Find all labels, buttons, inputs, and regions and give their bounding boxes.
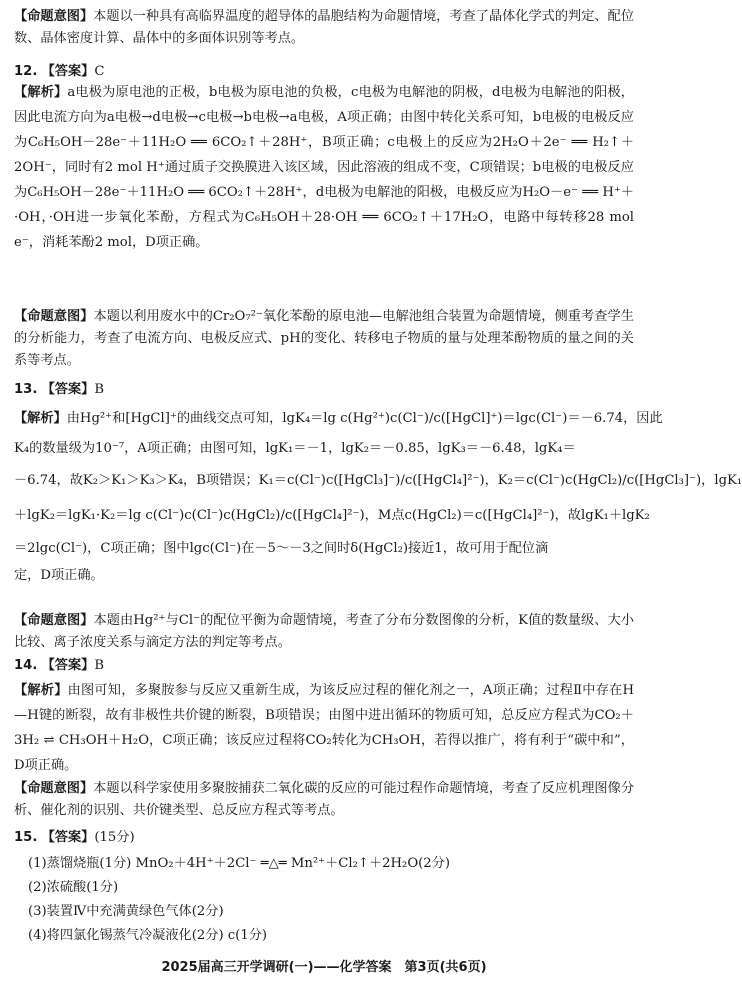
answer-tag: 【答案】 [41, 658, 95, 673]
answer-tag: 【答案】 [41, 382, 95, 397]
analysis-line: K₄的数量级为10⁻⁷，A项正确；由图可知，lgK₁＝－1，lgK₂＝－0.85，lgK₃＝－6.48，lgK₄＝ [14, 441, 576, 456]
answer-item: (1)蒸馏烧瓶(1分) MnO₂＋4H⁺＋2Cl⁻ ═△═ Mn²⁺＋Cl₂↑＋2H₂O(2分) [28, 856, 450, 871]
analysis-line: ＋lgK₂＝lgK₁·K₂＝lg c(Cl⁻)c(Cl⁻)c(HgCl₂)/c([HgCl₄]²⁻)，M点c(HgCl₂)＝c([HgCl₄]²⁻)，故lgK₁＋lgK₂ [14, 508, 650, 523]
answer-item: (2)浓硫酸(1分) [28, 880, 119, 895]
answer-tag: 【答案】 [41, 830, 95, 845]
q14-analysis [14, 678, 634, 778]
question-number: 12. [14, 64, 38, 79]
intent-tag: 【命题意图】 [14, 781, 94, 796]
analysis-text: a电极为原电池的正极，b电极为原电池的负极，c电极为电解池的阴极，d电极为电解池的阳极，因此电流方向为a电极→d电极→c电极→b电极→a电极，A项正确；由图中转化关系可知，b电极的电极反应为C₆H₅OH－28e⁻＋11H₂O ══ 6CO₂↑＋28H⁺，B项正确；c电极上的反应为2H₂O＋2e⁻ ══ H₂↑＋2OH⁻，同时有2 mol H⁺通过质子交换膜进入该区域，因此溶液的组成不变，C项错误；b电极的电极反应为C₆H₅OH－28e⁻＋11H₂O ══ 6CO₂↑＋28H⁺，d电极为电解池的阳极，电极反应为H₂O－e⁻ ══ H⁺＋·OH，·OH进一步氧化苯酚，方程式为C₆H₅OH＋28·OH ══ 6CO₂↑＋17H₂O，电路中每转移28 mol e⁻，消耗苯酚2 mol，D项正确。 [14, 85, 634, 250]
question-number: 14. [14, 658, 38, 673]
intent-tag: 【命题意图】 [14, 613, 94, 628]
answer-tag: 【答案】 [41, 64, 95, 79]
answer-value: B [94, 658, 105, 673]
question-number: 13. [14, 382, 38, 397]
q15-answer-line [14, 826, 634, 850]
q14-answer-line [14, 654, 634, 678]
intent-text: 本题以一种具有高临界温度的超导体的晶胞结构为命题情境，考查了晶体化学式的判定、配位数、晶体密度计算、晶体中的多面体识别等考点。 [14, 9, 635, 46]
intent-text: 本题以科学家使用多聚胺捕获二氧化碳的反应的可能过程作命题情境，考查了反应机理图像分析、催化剂的识别、共价键类型、总反应方程式等考点。 [14, 781, 635, 818]
analysis-tag: 【解析】 [14, 683, 68, 698]
q15-items [14, 852, 648, 948]
analysis-text: 由图可知，多聚胺参与反应又重新生成，为该反应过程的催化剂之一，A项正确；过程Ⅱ中存在H—H键的断裂，故有非极性共价键的断裂，B项错误；由图中进出循环的物质可知，总反应方程式为CO₂＋3H₂ ⇌ CH₃OH＋H₂O，C项正确；该反应过程将CO₂转化为CH₃OH，若得以推广，将有利于“碳中和”，D项正确。 [14, 683, 635, 773]
q13-intent [14, 610, 634, 654]
analysis-line: 定，D项正确。 [14, 568, 104, 583]
q13-answer-line [14, 378, 634, 402]
q14-intent [14, 778, 634, 822]
question-number: 15. [14, 830, 38, 845]
answer-item: (4)将四氯化锡蒸气冷凝液化(2分) c(1分) [28, 928, 268, 943]
analysis-line: 【解析】由Hg²⁺和[HgCl]⁺的曲线交点可知，lgK₄＝lg c(Hg²⁺)c(Cl⁻)/c([HgCl]⁺)＝lgc(Cl⁻)＝－6.74，因此 [14, 411, 663, 426]
intent-text: 本题以利用废水中的Cr₂O₇²⁻氧化苯酚的原电池—电解池组合装置为命题情境，侧重考查学生的分析能力，考查了电流方向、电极反应式、pH的变化、转移电子物质的量与处理苯酚物质的量之间的关系等考点。 [14, 309, 634, 368]
intro-intent [14, 6, 634, 50]
answer-value: (15分) [94, 830, 135, 845]
answer-value: C [94, 64, 105, 79]
analysis-tag: 【解析】 [14, 85, 68, 100]
analysis-tag: 【解析】 [14, 411, 67, 426]
intent-tag: 【命题意图】 [14, 309, 94, 324]
q12-analysis [14, 80, 634, 255]
answer-item: (3)装置Ⅳ中充满黄绿色气体(2分) [28, 904, 224, 919]
q13-analysis [14, 404, 742, 588]
page-footer: 2025届高三开学调研(一)——化学答案 第3页(共6页) [161, 960, 487, 975]
q12-intent [14, 306, 634, 372]
analysis-line: ＝2lgc(Cl⁻)，C项正确；图中lgc(Cl⁻)在－5～－3之间时δ(HgCl₂)接近1，故可用于配位滴 [14, 541, 549, 556]
analysis-line: －6.74，故K₂＞K₁＞K₃＞K₄，B项错误；K₁＝c(Cl⁻)c([HgCl₃]⁻)/c([HgCl₄]²⁻)，K₂＝c(Cl⁻)c(HgCl₂)/c([HgCl₃]⁻)，lgK₁ [14, 473, 742, 488]
answer-value: B [94, 382, 105, 397]
intent-text: 本题由Hg²⁺与Cl⁻的配位平衡为命题情境，考查了分布分数图像的分析，K值的数量级、大小比较、离子浓度关系与滴定方法的判定等考点。 [14, 613, 635, 650]
intent-tag: 【命题意图】 [14, 9, 94, 24]
